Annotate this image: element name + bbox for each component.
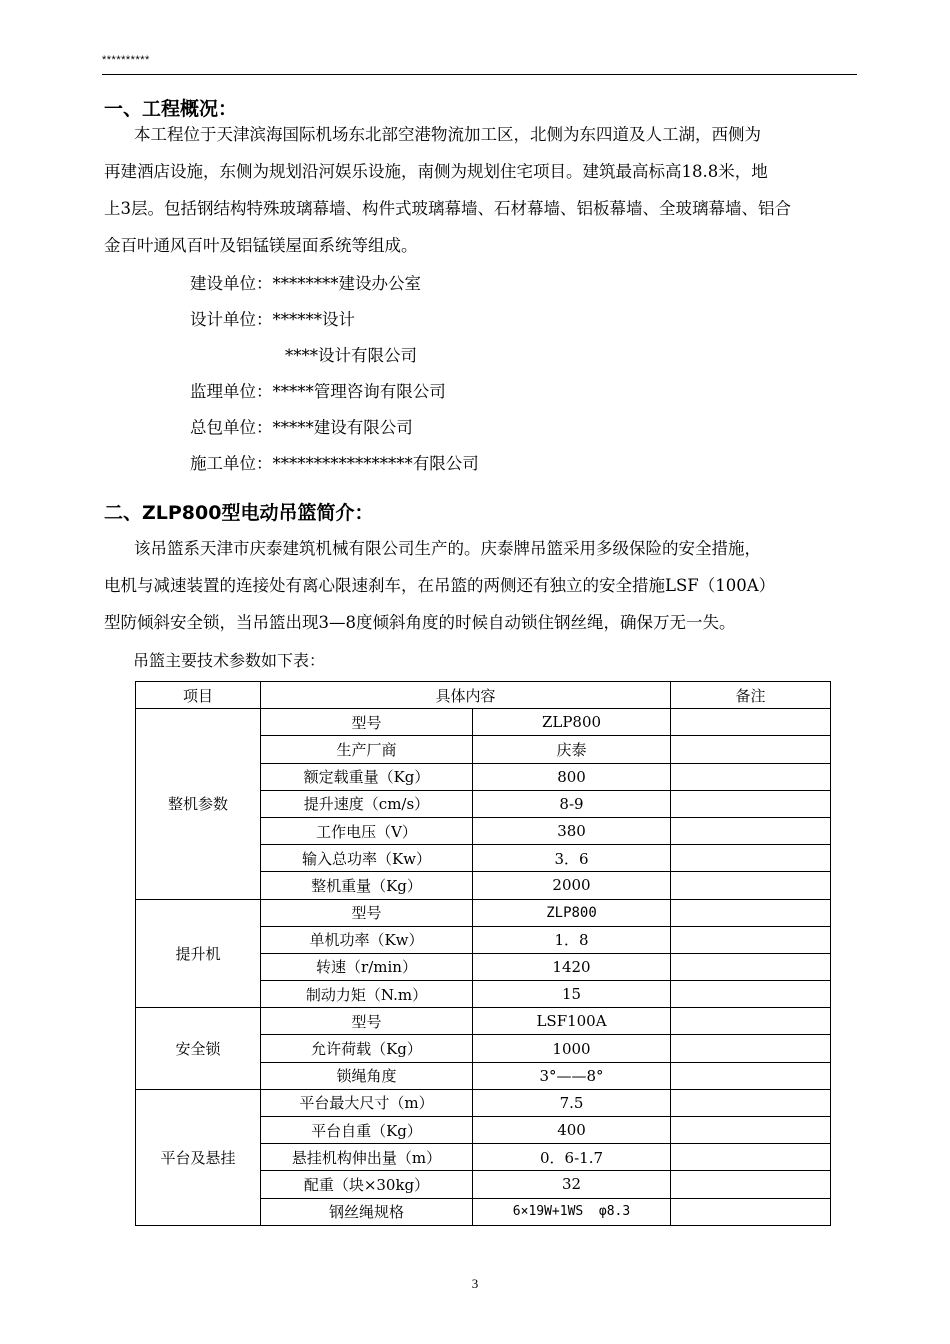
param-name: 提升速度（cm/s）: [261, 790, 473, 817]
unit-value: *****建设有限公司: [272, 418, 413, 437]
remark-cell: [671, 1144, 831, 1171]
paragraph-line: 上3层。包括钢结构特殊玻璃幕墙、构件式玻璃幕墙、石材幕墙、铝板幕墙、全玻璃幕墙、铝合: [104, 199, 791, 218]
param-name: 型号: [261, 899, 473, 926]
param-name: 型号: [261, 709, 473, 736]
group-name: 整机参数: [136, 709, 261, 899]
paragraph-line: 电机与减速装置的连接处有离心限速刹车，在吊篮的两侧还有独立的安全措施LSF（100A）: [104, 576, 776, 595]
table-row: [136, 1008, 831, 1035]
param-name: 锁绳角度: [261, 1062, 473, 1089]
param-value: 15: [473, 981, 671, 1008]
param-name: 钢丝绳规格: [261, 1198, 473, 1225]
unit-design: [190, 306, 355, 330]
remark-cell: [671, 1062, 831, 1089]
unit-label: 总包单位：: [190, 418, 273, 437]
param-name: 允许荷载（Kg）: [261, 1035, 473, 1062]
unit-value: ******设计: [272, 310, 355, 329]
param-value: ZLP800: [473, 709, 671, 736]
section-1-paragraph: [104, 116, 858, 264]
remark-cell: [671, 763, 831, 790]
table-row: [136, 899, 831, 926]
section-2-paragraph: [104, 530, 858, 641]
table-header-row: [136, 682, 831, 709]
remark-cell: [671, 953, 831, 980]
param-name: 平台自重（Kg）: [261, 1117, 473, 1144]
param-name: 输入总功率（Kw）: [261, 845, 473, 872]
param-name: 配重（块×30kg）: [261, 1171, 473, 1198]
section-2-title: 二、ZLP800型电动吊篮简介：: [104, 502, 374, 524]
param-name: 工作电压（V）: [261, 817, 473, 844]
unit-supervision: [190, 378, 446, 402]
group-name: 安全锁: [136, 1008, 261, 1090]
param-value: 380: [473, 817, 671, 844]
paragraph-line: 该吊篮系天津市庆泰建筑机械有限公司生产的。庆泰牌吊篮采用多级保险的安全措施，: [134, 539, 761, 558]
param-name: 型号: [261, 1008, 473, 1035]
param-value: 8-9: [473, 790, 671, 817]
param-value: 6×19W+1WS φ8.3: [473, 1198, 671, 1225]
param-name: 单机功率（Kw）: [261, 926, 473, 953]
unit-label: 监理单位：: [190, 382, 273, 401]
remark-cell: [671, 1117, 831, 1144]
remark-cell: [671, 790, 831, 817]
header-mark: **********: [102, 54, 150, 66]
header-remark: 备注: [671, 682, 831, 709]
remark-cell: [671, 872, 831, 899]
page-number: 3: [471, 1276, 479, 1291]
param-value: 3．6: [473, 845, 671, 872]
remark-cell: [671, 1089, 831, 1116]
unit-contractor: [190, 450, 479, 474]
param-value: 0．6-1.7: [473, 1144, 671, 1171]
section-1-title: 一、工程概况：: [104, 98, 238, 120]
param-value: 庆泰: [473, 736, 671, 763]
param-value: 3°——8°: [473, 1062, 671, 1089]
unit-construction: [190, 270, 421, 294]
unit-value: *****************有限公司: [272, 454, 479, 473]
remark-cell: [671, 817, 831, 844]
param-value: 1．8: [473, 926, 671, 953]
remark-cell: [671, 1198, 831, 1225]
unit-value: ****设计有限公司: [285, 346, 417, 365]
param-name: 制动力矩（N.m）: [261, 981, 473, 1008]
header-item: 项目: [136, 682, 261, 709]
spec-table: [135, 681, 831, 1226]
remark-cell: [671, 736, 831, 763]
table-row: [136, 1089, 831, 1116]
param-name: 整机重量（Kg）: [261, 872, 473, 899]
remark-cell: [671, 845, 831, 872]
paragraph-line: 型防倾斜安全锁，当吊篮出现3—8度倾斜角度的时候自动锁住钢丝绳，确保万无一失。: [104, 613, 736, 632]
remark-cell: [671, 1171, 831, 1198]
remark-cell: [671, 1008, 831, 1035]
param-value: 7.5: [473, 1089, 671, 1116]
param-value: 1000: [473, 1035, 671, 1062]
group-name: 平台及悬挂: [136, 1089, 261, 1225]
unit-label: 建设单位：: [190, 274, 273, 293]
param-value: 1420: [473, 953, 671, 980]
param-value: 2000: [473, 872, 671, 899]
paragraph-line: 本工程位于天津滨海国际机场东北部空港物流加工区，北侧为东四道及人工湖，西侧为: [134, 125, 761, 144]
paragraph-line: 再建酒店设施，东侧为规划沿河娱乐设施，南侧为规划住宅项目。建筑最高标高18.8米，地: [104, 162, 768, 181]
unit-value: *****管理咨询有限公司: [272, 382, 446, 401]
unit-label: 施工单位：: [190, 454, 273, 473]
param-value: LSF100A: [473, 1008, 671, 1035]
paragraph-line: 金百叶通风百叶及铝锰镁屋面系统等组成。: [104, 236, 418, 255]
param-name: 悬挂机构伸出量（m）: [261, 1144, 473, 1171]
param-value: 400: [473, 1117, 671, 1144]
param-value: ZLP800: [473, 899, 671, 926]
remark-cell: [671, 1035, 831, 1062]
remark-cell: [671, 899, 831, 926]
remark-cell: [671, 926, 831, 953]
unit-label: 设计单位：: [190, 310, 273, 329]
param-name: 平台最大尺寸（m）: [261, 1089, 473, 1116]
unit-value: ********建设办公室: [272, 274, 421, 293]
param-name: 额定载重量（Kg）: [261, 763, 473, 790]
param-name: 转速（r/min）: [261, 953, 473, 980]
header-content: 具体内容: [261, 682, 671, 709]
header-rule: [102, 74, 857, 75]
unit-design-2: [285, 342, 417, 366]
remark-cell: [671, 709, 831, 736]
remark-cell: [671, 981, 831, 1008]
table-row: [136, 709, 831, 736]
param-value: 32: [473, 1171, 671, 1198]
group-name: 提升机: [136, 899, 261, 1008]
param-value: 800: [473, 763, 671, 790]
table-caption: 吊篮主要技术参数如下表：: [133, 651, 326, 670]
param-name: 生产厂商: [261, 736, 473, 763]
unit-general-contractor: [190, 414, 413, 438]
